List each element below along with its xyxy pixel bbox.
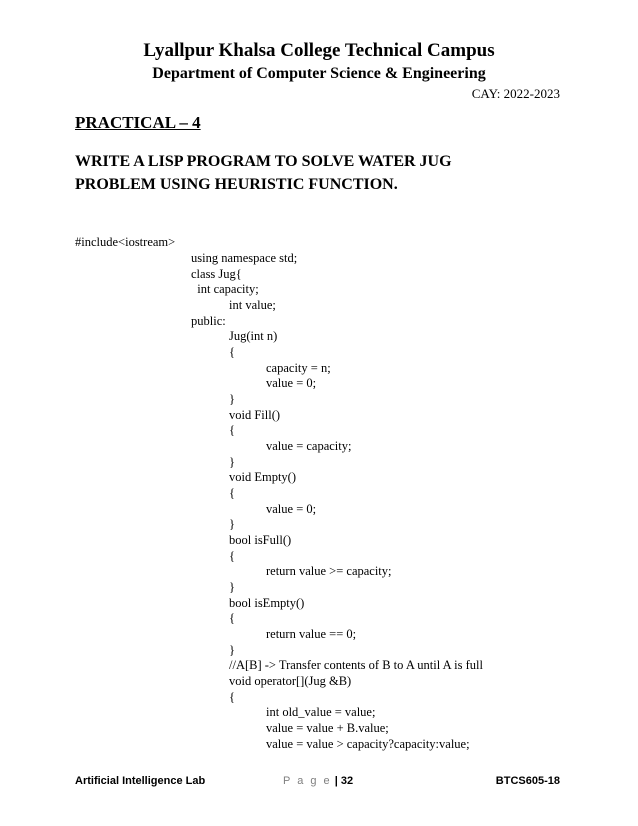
- code-line: void Empty(): [229, 470, 297, 484]
- code-line: void operator[](Jug &B): [229, 674, 352, 688]
- code-line: bool isEmpty(): [229, 596, 305, 610]
- department-title: Department of Computer Science & Engineering: [152, 65, 486, 82]
- code-line: class Jug{: [191, 267, 242, 281]
- code-line: int capacity;: [191, 282, 259, 296]
- code-line: {: [229, 345, 235, 359]
- code-line: {: [229, 486, 235, 500]
- practical-label: PRACTICAL – 4: [75, 113, 201, 132]
- code-line: }: [229, 580, 235, 594]
- code-line: value = capacity;: [266, 439, 352, 453]
- code-line: capacity = n;: [266, 361, 331, 375]
- college-title: Lyallpur Khalsa College Technical Campus: [143, 40, 495, 61]
- code-line: public:: [191, 314, 226, 328]
- heading-line-2: PROBLEM USING HEURISTIC FUNCTION.: [75, 176, 398, 193]
- footer-course: Artificial Intelligence Lab: [75, 775, 206, 787]
- code-line: }: [229, 517, 235, 531]
- code-line: return value >= capacity;: [266, 564, 392, 578]
- code-line: //A[B] -> Transfer contents of B to A until A is full: [229, 658, 483, 672]
- code-line: return value == 0;: [266, 627, 357, 641]
- code-line: {: [229, 690, 235, 704]
- footer-page-number: | 32: [334, 775, 354, 787]
- code-line: #include<iostream>: [75, 235, 176, 249]
- code-line: int value;: [229, 298, 276, 312]
- footer-page-word: P a g e: [283, 775, 332, 787]
- code-line: bool isFull(): [229, 533, 292, 547]
- code-line: {: [229, 423, 235, 437]
- code-line: value = 0;: [266, 502, 317, 516]
- footer-course-code: BTCS605-18: [495, 775, 560, 787]
- code-line: }: [229, 455, 235, 469]
- code-line: }: [229, 643, 235, 657]
- code-line: void Fill(): [229, 408, 281, 422]
- heading-line-1: WRITE A LISP PROGRAM TO SOLVE WATER JUG: [75, 153, 452, 170]
- code-line: Jug(int n): [229, 329, 278, 343]
- code-line: using namespace std;: [191, 251, 298, 265]
- footer-page: [283, 774, 353, 788]
- code-line: {: [229, 611, 235, 625]
- code-line: int old_value = value;: [266, 705, 376, 719]
- academic-year: CAY: 2022-2023: [471, 86, 560, 101]
- code-line: {: [229, 549, 235, 563]
- code-line: value = value + B.value;: [266, 721, 389, 735]
- practical-heading: [75, 150, 555, 196]
- code-line: }: [229, 392, 235, 406]
- code-line: value = value > capacity?capacity:value;: [266, 737, 470, 751]
- code-line: value = 0;: [266, 376, 317, 390]
